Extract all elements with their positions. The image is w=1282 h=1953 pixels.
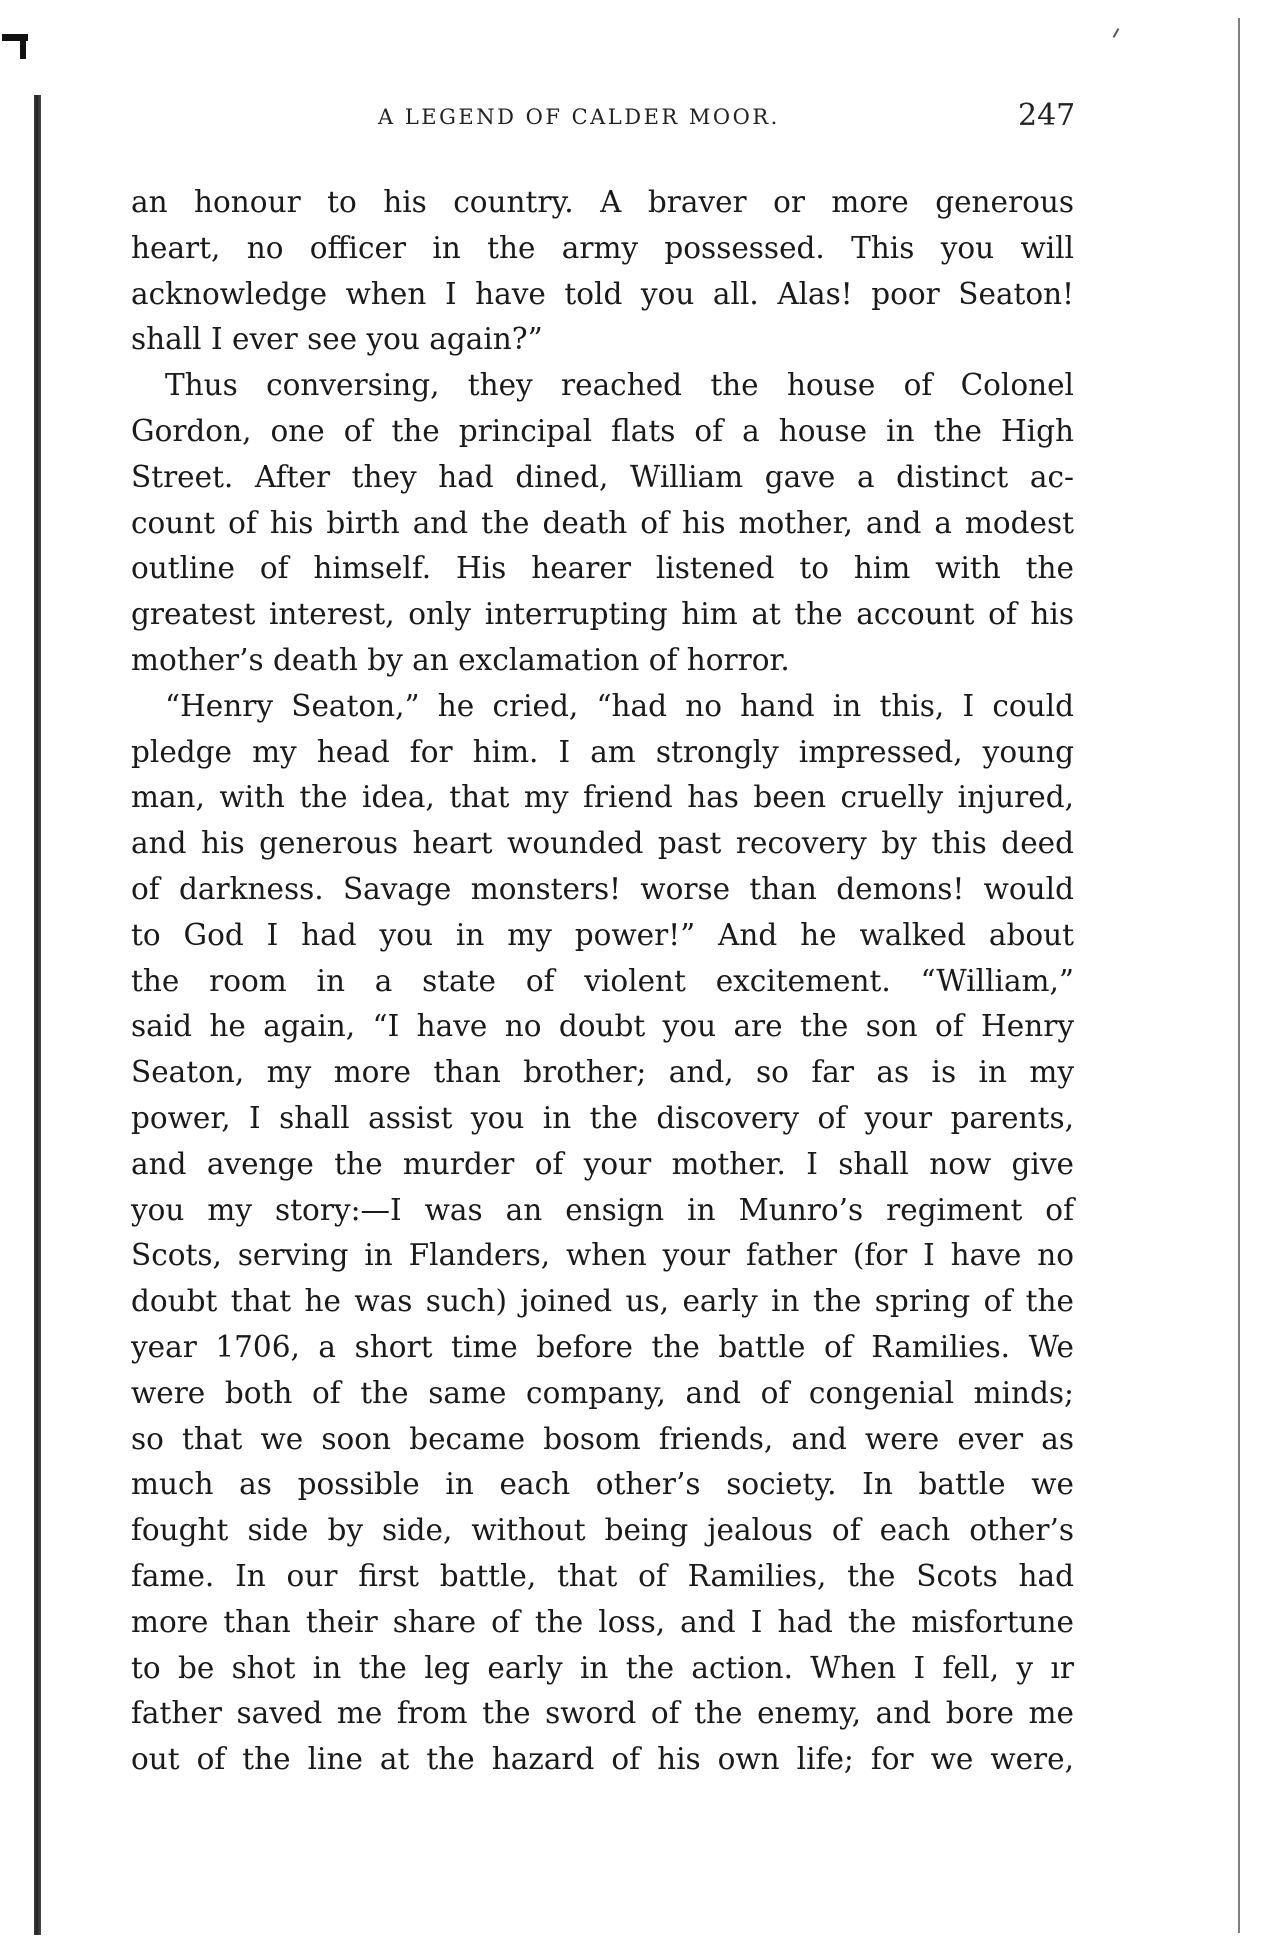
text-line: Street. After they had dined, William gave a distinct ac- <box>131 459 1074 494</box>
text-line: Seaton, my more than brother; and, so far as is in my <box>131 1055 1074 1090</box>
text-line: father saved me from the sword of the enemy, and bore me <box>131 1696 1074 1731</box>
text-line: mother’s death by an exclamation of horror. <box>131 642 790 677</box>
text-line: Gordon, one of the principal flats of a house in the High <box>131 413 1074 448</box>
text-line: count of his birth and the death of his mother, and a modest <box>131 505 1074 540</box>
text-line: an honour to his country. A braver or more generous <box>131 185 1074 219</box>
text-line: of darkness. Savage monsters! worse than demons! would <box>131 871 1074 906</box>
text-line: were both of the same company, and of congenial minds; <box>131 1375 1074 1410</box>
text-line: much as possible in each other’s society. In battle we <box>131 1467 1074 1502</box>
text-line: Scots, serving in Flanders, when your father (for I have no <box>131 1238 1074 1273</box>
text-line: to God I had you in my power!” And he walked about <box>131 917 1074 952</box>
text-line: outline of himself. His hearer listened to him with the <box>131 551 1074 586</box>
text-line: more than their share of the loss, and I had the misfortune <box>131 1604 1074 1639</box>
text-line: the room in a state of violent excitement. “William,” <box>131 963 1074 998</box>
running-title: A LEGEND OF CALDER MOOR. <box>378 105 780 129</box>
text-line: greatest interest, only interrupting him at the account of his <box>131 597 1074 632</box>
text-line: fame. In our first battle, that of Ramilies, the Scots had <box>131 1558 1074 1593</box>
scan-corner-mark <box>2 34 28 41</box>
page-right-edge <box>1238 18 1240 1933</box>
book-spine-edge <box>34 95 41 1935</box>
text-line: so that we soon became bosom friends, and were ever as <box>131 1421 1074 1456</box>
text-line: man, with the idea, that my friend has been cruelly injured, <box>131 780 1074 815</box>
text-line: doubt that he was such) joined us, early in the spring of the <box>131 1284 1074 1319</box>
text-line: pledge my head for him. I am strongly impressed, young <box>131 734 1074 769</box>
text-line: shall I ever see you again?” <box>131 322 543 357</box>
text-line: power, I shall assist you in the discovery of your parents, <box>131 1100 1074 1135</box>
text-line: and his generous heart wounded past recovery by this deed <box>131 826 1074 861</box>
scan-tick-mark <box>1113 28 1120 38</box>
text-line: fought side by side, without being jealous of each other’s <box>131 1513 1074 1548</box>
body-text <box>131 180 1074 1783</box>
text-line: heart, no officer in the army possessed. This you will <box>131 230 1074 265</box>
page-number: 247 <box>1018 98 1076 133</box>
text-line: Thus conversing, they reached the house of Colonel <box>165 368 1074 403</box>
text-line: year 1706, a short time before the battle of Ramilies. We <box>131 1329 1074 1364</box>
text-line: “Henry Seaton,” he cried, “had no hand in this, I could <box>165 688 1074 723</box>
text-line: said he again, “I have no doubt you are the son of Henry <box>131 1009 1074 1044</box>
text-line: and avenge the murder of your mother. I shall now give <box>131 1146 1074 1181</box>
text-line: acknowledge when I have told you all. Alas! poor Seaton! <box>131 276 1074 311</box>
text-line: out of the line at the hazard of his own life; for we were, <box>131 1742 1074 1777</box>
text-line: to be shot in the leg early in the action. When I fell, y ır <box>131 1650 1074 1685</box>
text-line: you my story:—I was an ensign in Munro’s regiment of <box>131 1192 1074 1227</box>
